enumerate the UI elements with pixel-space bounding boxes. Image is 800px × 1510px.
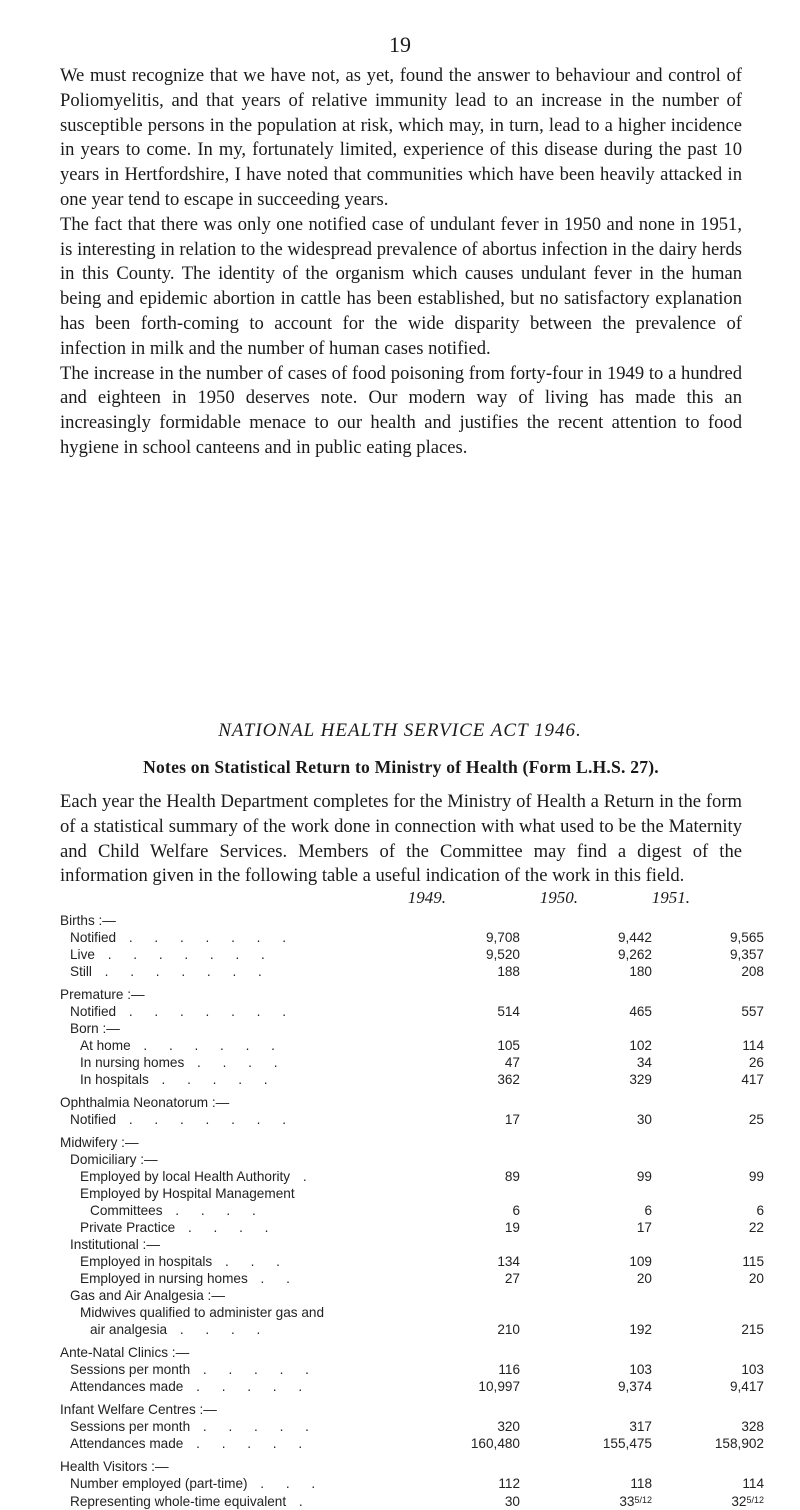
value-1951 xyxy=(652,1401,764,1418)
value-1949 xyxy=(440,1344,520,1361)
value-1950: 317 xyxy=(629,1419,652,1434)
leader-dots: . . . . . xyxy=(190,1362,318,1377)
value-1951: 6 xyxy=(756,1203,764,1218)
row-label-text: Health Visitors :— xyxy=(60,1459,169,1474)
year-1949: 1949. xyxy=(407,888,446,907)
row-label-text: Still xyxy=(70,964,92,979)
row-label-text: Notified xyxy=(70,1112,117,1127)
row-label-text: Representing whole-time equivalent xyxy=(70,1494,287,1509)
value-1949: 19 xyxy=(504,1220,520,1235)
value-1950 xyxy=(520,1458,652,1475)
value-1951 xyxy=(652,1020,764,1037)
leader-dots: . . . . . xyxy=(190,1419,318,1434)
value-1951 xyxy=(652,1344,764,1361)
table-row xyxy=(60,1071,764,1088)
row-label xyxy=(60,946,440,963)
row-label xyxy=(60,1321,440,1338)
value-1951: 103 xyxy=(741,1362,764,1377)
value-1950: 6 xyxy=(644,1203,652,1218)
section-heading-row xyxy=(60,1401,764,1418)
value-1949 xyxy=(440,1134,520,1151)
value-1950: 103 xyxy=(629,1362,652,1377)
value-1950 xyxy=(520,986,652,1003)
table-row xyxy=(60,1321,764,1338)
leader-dots: . xyxy=(290,1169,316,1184)
year-1951: 1951. xyxy=(651,888,690,907)
leader-dots: . . . xyxy=(247,1476,325,1491)
row-label xyxy=(60,1304,440,1321)
act-title: NATIONAL HEALTH SERVICE ACT 1946. xyxy=(218,720,582,741)
leader-dots: . . . . . . . xyxy=(116,1004,295,1019)
row-label-text: Number employed (part-time) xyxy=(70,1476,248,1491)
table-row xyxy=(60,1253,764,1270)
leader-dots: . . . . xyxy=(175,1220,278,1235)
value-1949 xyxy=(440,1151,520,1168)
value-1951 xyxy=(652,1185,764,1202)
leader-dots: . . . . xyxy=(167,1322,270,1337)
fraction: 5/12 xyxy=(746,1495,764,1505)
value-1950: 17 xyxy=(636,1220,652,1235)
value-1949: 9,520 xyxy=(485,947,520,962)
section-heading-row xyxy=(60,1344,764,1361)
leader-dots: . xyxy=(286,1494,312,1509)
table-row xyxy=(60,963,764,980)
value-1949 xyxy=(440,1304,520,1321)
row-label-text: Born :— xyxy=(70,1021,120,1036)
value-1951 xyxy=(652,986,764,1003)
section-heading-row xyxy=(60,1020,764,1037)
table-row xyxy=(60,1418,764,1435)
paragraph-food-poisoning: The increase in the number of cases of food poisoning from forty-four in 1949 to a hundred and eighteen in 1950 deserves note. Our modern way of living has made this an increasingly formidable menace to our health and justifies the recent attention to food hygiene in school canteens and in public eating places. xyxy=(60,362,742,458)
value-1949: 6 xyxy=(512,1203,520,1218)
table-row xyxy=(60,1054,764,1071)
value-1951 xyxy=(652,1287,764,1304)
row-label xyxy=(60,1435,440,1452)
row-label xyxy=(60,1458,440,1475)
value-1950: 20 xyxy=(636,1271,652,1286)
statistics-table xyxy=(60,912,764,1510)
value-1951: 114 xyxy=(742,1476,764,1491)
row-label-text: Midwives qualified to administer gas and xyxy=(80,1305,325,1320)
value-1951 xyxy=(652,1458,764,1475)
value-1949: 27 xyxy=(504,1271,520,1286)
table-row xyxy=(60,1435,764,1452)
row-label xyxy=(60,1094,440,1111)
table-row xyxy=(60,1219,764,1236)
row-label-text: Midwifery :— xyxy=(60,1135,139,1150)
value-1951: 114 xyxy=(742,1038,764,1053)
section-heading-row xyxy=(60,912,764,929)
paragraph-undulant-fever: The fact that there was only one notified case of undulant fever in 1950 and none in 1951, is interesting in relation to the widespread prevalence of abortus infection in the dairy herds in this County. The identity of the organism which causes undulant fever in the human being and epidemic abortion in cattle has been established, but no satisfactory explanation has been forth-coming to account for the wide disparity between the prevalence of infection in milk and the number of human cases notified. xyxy=(60,213,742,359)
value-1951: 22 xyxy=(748,1220,764,1235)
value-1950: 34 xyxy=(636,1055,652,1070)
value-1949 xyxy=(440,1020,520,1037)
value-1950: 118 xyxy=(630,1476,652,1491)
row-label xyxy=(60,912,440,929)
table-row xyxy=(60,1270,764,1287)
row-label-text: Private Practice xyxy=(80,1220,176,1235)
value-1949: 105 xyxy=(497,1038,520,1053)
value-1950: 180 xyxy=(629,964,652,979)
section-heading-row xyxy=(60,1458,764,1475)
table-row xyxy=(60,946,764,963)
table-row xyxy=(60,1202,764,1219)
value-1949: 362 xyxy=(497,1072,520,1087)
table-row xyxy=(60,1361,764,1378)
leader-dots: . . xyxy=(247,1271,299,1286)
leader-dots: . . . . . . xyxy=(130,1038,284,1053)
row-label xyxy=(60,1418,440,1435)
fraction: 5/12 xyxy=(634,1495,652,1505)
value-1951: 115 xyxy=(742,1254,764,1269)
value-1950: 9,374 xyxy=(617,1379,652,1394)
value-1951: 26 xyxy=(748,1055,764,1070)
row-label-text: In nursing homes xyxy=(80,1055,185,1070)
value-1950 xyxy=(520,1185,652,1202)
value-1949: 320 xyxy=(497,1419,520,1434)
value-1950 xyxy=(520,1236,652,1253)
row-label xyxy=(60,1475,440,1492)
value-1949: 47 xyxy=(504,1055,520,1070)
leader-dots: . . . . . xyxy=(183,1379,312,1394)
row-label xyxy=(60,1361,440,1378)
section-heading-row xyxy=(60,1304,764,1321)
value-1949 xyxy=(440,1401,520,1418)
value-1950: 102 xyxy=(629,1038,652,1053)
value-1950 xyxy=(520,1287,652,1304)
table-row xyxy=(60,1168,764,1185)
value-1951: 9,417 xyxy=(729,1379,764,1394)
table-row xyxy=(60,1111,764,1128)
value-1949 xyxy=(440,986,520,1003)
row-label xyxy=(60,1219,440,1236)
leader-dots: . . . xyxy=(212,1254,289,1269)
row-label xyxy=(60,1287,440,1304)
row-label-text: Employed by local Health Authority xyxy=(80,1169,291,1184)
row-label xyxy=(60,1401,440,1418)
row-label-text: Committees xyxy=(90,1203,163,1218)
leader-dots: . . . . xyxy=(162,1203,265,1218)
value-1951 xyxy=(652,1304,764,1321)
row-label xyxy=(60,1236,440,1253)
section-heading-row xyxy=(60,986,764,1003)
value-1949 xyxy=(440,1458,520,1475)
value-1950: 155,475 xyxy=(602,1436,652,1451)
value-1951: 99 xyxy=(748,1169,764,1184)
value-1949: 134 xyxy=(497,1254,520,1269)
value-1950: 109 xyxy=(629,1254,652,1269)
row-label xyxy=(60,1344,440,1361)
value-1951: 215 xyxy=(741,1322,764,1337)
value-1951: $32^{5/12}$ xyxy=(731,1494,764,1509)
value-1951 xyxy=(652,1151,764,1168)
row-label-text: air analgesia xyxy=(90,1322,168,1337)
value-1949 xyxy=(440,1236,520,1253)
value-1949: 210 xyxy=(497,1322,520,1337)
row-label xyxy=(60,1020,440,1037)
value-1951: 9,565 xyxy=(729,930,764,945)
row-label xyxy=(60,1168,440,1185)
row-label-text: Sessions per month xyxy=(70,1362,191,1377)
row-label-text: Attendances made xyxy=(70,1379,184,1394)
value-1949: 9,708 xyxy=(485,930,520,945)
value-1951: 417 xyxy=(741,1072,764,1087)
value-1951: 20 xyxy=(748,1271,764,1286)
row-label-text: At home xyxy=(80,1038,131,1053)
value-1951: 9,357 xyxy=(729,947,764,962)
value-1949: 89 xyxy=(504,1169,520,1184)
value-1949: 160,480 xyxy=(470,1436,520,1451)
leader-dots: . . . . . . . xyxy=(91,964,271,979)
value-1950: 9,262 xyxy=(617,947,652,962)
value-1951: 208 xyxy=(741,964,764,979)
row-label-text: Gas and Air Analgesia :— xyxy=(70,1288,225,1303)
leader-dots: . . . . xyxy=(184,1055,287,1070)
value-1951: 158,902 xyxy=(714,1436,764,1451)
value-1949 xyxy=(440,1287,520,1304)
row-label xyxy=(60,1111,440,1128)
row-label xyxy=(60,1037,440,1054)
row-label xyxy=(60,1185,440,1202)
page-number: 19 xyxy=(389,32,411,57)
leader-dots: . . . . . . . xyxy=(116,930,295,945)
row-label-text: Domiciliary :— xyxy=(70,1152,158,1167)
row-label-text: Ante-Natal Clinics :— xyxy=(60,1345,190,1360)
section-heading-row xyxy=(60,1185,764,1202)
leader-dots: . . . . . . . xyxy=(116,1112,295,1127)
value-1950: 30 xyxy=(636,1112,652,1127)
row-label xyxy=(60,1151,440,1168)
value-1949: 188 xyxy=(497,964,520,979)
year-1950: 1950. xyxy=(539,888,578,907)
value-1951 xyxy=(652,912,764,929)
leader-dots: . . . . . . . xyxy=(94,947,274,962)
value-1950 xyxy=(520,1094,652,1111)
value-1949: 17 xyxy=(504,1112,520,1127)
section-heading-row xyxy=(60,1094,764,1111)
row-label-text: Infant Welfare Centres :— xyxy=(60,1402,217,1417)
value-1949 xyxy=(440,1094,520,1111)
section-heading-row xyxy=(60,1134,764,1151)
row-label xyxy=(60,986,440,1003)
section-heading-row xyxy=(60,1151,764,1168)
table-row xyxy=(60,1003,764,1020)
row-label-text: Employed in hospitals xyxy=(80,1254,213,1269)
row-label-text: Ophthalmia Neonatorum :— xyxy=(60,1095,230,1110)
paragraph-poliomyelitis: We must recognize that we have not, as yet, found the answer to behaviour and control of Poliomyelitis, and that years of relative immunity lead to an increase in the number of susceptible persons in the population at risk, which may, in turn, lead to a higher incidence in years to come. In my, fortunately limited, experience of this disease during the past 10 years in Hertfordshire, I have noted that communities which have been heavily attacked in one year tend to escape in succeeding years. xyxy=(60,65,742,210)
row-label-text: Notified xyxy=(70,930,117,945)
value-1951 xyxy=(652,1236,764,1253)
row-label xyxy=(60,1270,440,1287)
value-1949 xyxy=(440,912,520,929)
value-1951 xyxy=(652,1094,764,1111)
value-1950: $33^{5/12}$ xyxy=(619,1494,652,1509)
table-row xyxy=(60,1378,764,1395)
row-label-text: Sessions per month xyxy=(70,1419,191,1434)
row-label-text: Institutional :— xyxy=(70,1237,160,1252)
row-label xyxy=(60,1492,440,1510)
row-label-text: Attendances made xyxy=(70,1436,184,1451)
value-1950: 9,442 xyxy=(617,930,652,945)
value-1949: 116 xyxy=(498,1362,520,1377)
value-1950: 192 xyxy=(629,1322,652,1337)
value-1949 xyxy=(440,1185,520,1202)
row-label-text: Notified xyxy=(70,1004,117,1019)
row-label-text: Premature :— xyxy=(60,987,145,1002)
value-1951: 328 xyxy=(741,1419,764,1434)
value-1950 xyxy=(520,1304,652,1321)
table-row xyxy=(60,1492,764,1510)
value-1950 xyxy=(520,1134,652,1151)
value-1951: 557 xyxy=(741,1004,764,1019)
value-1951 xyxy=(652,1134,764,1151)
value-1950 xyxy=(520,1151,652,1168)
value-1950: 329 xyxy=(629,1072,652,1087)
row-label xyxy=(60,1253,440,1270)
row-label-text: Employed in nursing homes xyxy=(80,1271,248,1286)
row-label xyxy=(60,1003,440,1020)
row-label xyxy=(60,1378,440,1395)
row-label xyxy=(60,929,440,946)
value-1950 xyxy=(520,912,652,929)
row-label xyxy=(60,1071,440,1088)
row-label-text: Employed by Hospital Management xyxy=(80,1186,295,1201)
value-1950 xyxy=(520,1020,652,1037)
row-label xyxy=(60,1054,440,1071)
section-heading-row xyxy=(60,1236,764,1253)
value-1950: 99 xyxy=(636,1169,652,1184)
value-1949: 112 xyxy=(498,1476,520,1491)
row-label xyxy=(60,963,440,980)
value-1949: 30 xyxy=(504,1494,520,1509)
table-row xyxy=(60,1037,764,1054)
value-1950 xyxy=(520,1344,652,1361)
value-1950 xyxy=(520,1401,652,1418)
body-text xyxy=(60,64,742,461)
row-label-text: Births :— xyxy=(60,913,116,928)
row-label-text: In hospitals xyxy=(80,1072,149,1087)
value-1949: 10,997 xyxy=(478,1379,520,1394)
table-row xyxy=(60,929,764,946)
row-label-text: Live xyxy=(70,947,95,962)
row-label xyxy=(60,1202,440,1219)
value-1949: 514 xyxy=(497,1004,520,1019)
table-row xyxy=(60,1475,764,1492)
leader-dots: . . . . . xyxy=(148,1072,277,1087)
row-label xyxy=(60,1134,440,1151)
leader-dots: . . . . . xyxy=(183,1436,312,1451)
value-1950: 465 xyxy=(629,1004,652,1019)
notes-title: Notes on Statistical Return to Ministry of Health (Form L.H.S. 27). xyxy=(143,757,659,777)
value-1951: 25 xyxy=(748,1112,764,1127)
section-heading-row xyxy=(60,1287,764,1304)
intro-paragraph: Each year the Health Department completes for the Ministry of Health a Return in the form of a statistical summary of the work done in connection with what used to be the Maternity and Child Welfare Services. Members of the Committee may find a digest of the information given in the following table a useful indication of the work in this field. xyxy=(60,791,742,887)
